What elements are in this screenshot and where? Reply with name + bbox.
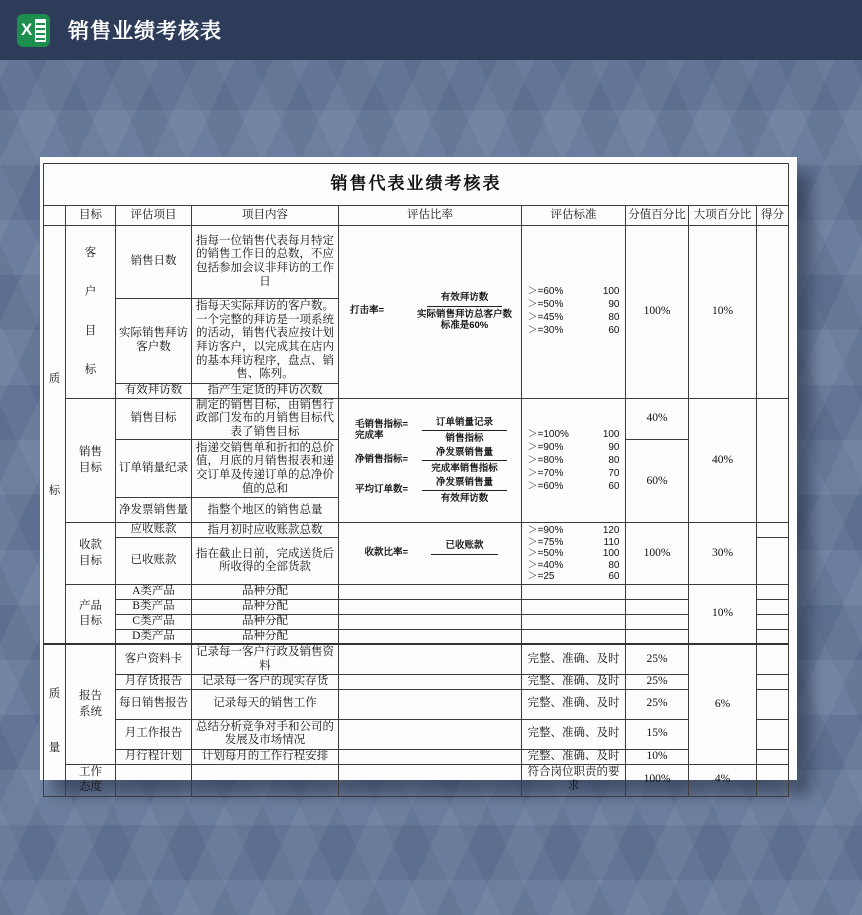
group-top-label: 质标 <box>48 372 61 497</box>
criteria-row <box>524 429 624 441</box>
table-row <box>44 600 789 615</box>
table-title-row <box>44 164 789 206</box>
cell-major-pct: 10% <box>689 226 757 399</box>
cell-standard: 完整、准确、及时 <box>522 674 626 689</box>
criteria-threshold: ＞=70% <box>527 467 564 479</box>
cell-desc: 品种分配 <box>192 600 339 615</box>
table-row <box>44 226 789 299</box>
cell-standard-s2 <box>522 398 626 523</box>
cell-score <box>757 226 789 399</box>
table-row <box>44 614 789 629</box>
criteria-row <box>524 442 624 454</box>
goal-customer <box>66 226 116 399</box>
cell-score-pct: 25% <box>626 674 689 689</box>
cell-desc: 总结分析竞争对手和公司的发展及市场情况 <box>192 719 339 749</box>
header-standard: 评估标准 <box>522 206 626 226</box>
cell-score <box>757 644 789 674</box>
goal-sales <box>66 398 116 523</box>
header-item: 评估项目 <box>116 206 192 226</box>
header-ratio: 评估比率 <box>339 206 522 226</box>
cell-score-pct: 25% <box>626 644 689 674</box>
formula-label: 收款比率= <box>364 547 409 559</box>
cell-item: B类产品 <box>116 600 192 615</box>
criteria-threshold: ＞=90% <box>527 525 564 537</box>
criteria-score: 100 <box>602 548 620 560</box>
criteria-row <box>524 325 624 337</box>
header-goal: 目标 <box>66 206 116 226</box>
criteria-row <box>524 525 624 537</box>
cell-score-pct <box>626 585 689 600</box>
cell-desc: 记录每天的销售工作 <box>192 689 339 719</box>
table-row <box>44 585 789 600</box>
cell-score-pct: 10% <box>626 749 689 764</box>
cell-item: C类产品 <box>116 614 192 629</box>
cell-item-empty <box>116 764 192 796</box>
cell-score <box>757 538 789 585</box>
fraction-numerator: 有效拜访数 <box>427 292 503 306</box>
fraction-numerator: 已收账款 <box>431 540 497 554</box>
formula-label-line1: 毛销售指标= <box>354 418 409 430</box>
header-blank <box>44 206 66 226</box>
cell-standard: 完整、准确、及时 <box>522 719 626 749</box>
fraction-denominator: 完成率销售指标 <box>431 463 498 475</box>
fraction-numerator: 净发票销售量 <box>422 447 507 461</box>
criteria-score: 80 <box>608 454 620 466</box>
avg-order-formula <box>340 477 520 505</box>
formula-label: 净销售指标= <box>354 454 409 466</box>
formula-label <box>353 420 419 442</box>
cell-ratio-empty <box>339 674 522 689</box>
table-row <box>44 764 789 796</box>
criteria-threshold: ＞=60% <box>527 286 564 298</box>
cell-standard-empty <box>522 600 626 615</box>
cell-score <box>757 689 789 719</box>
fraction-numerator: 净发票销售量 <box>422 477 507 491</box>
cell-item: 净发票销售量 <box>116 498 192 523</box>
cell-ratio-s1 <box>339 226 522 399</box>
cell-major-pct: 10% <box>689 585 757 645</box>
cell-ratio-empty <box>339 614 522 629</box>
cell-ratio-empty <box>339 749 522 764</box>
cell-item: 已收账款 <box>116 538 192 585</box>
excel-icon-letter: X <box>21 20 33 39</box>
cell-score-pct: 100% <box>626 523 689 585</box>
goal-product <box>66 585 116 645</box>
cell-ratio-s3 <box>339 523 522 585</box>
criteria-score: 60 <box>608 480 620 492</box>
criteria-threshold: ＞=50% <box>527 299 564 311</box>
cell-score <box>757 674 789 689</box>
table-row <box>44 719 789 749</box>
cell-item: 月工作报告 <box>116 719 192 749</box>
header-major-pct: 大项百分比 <box>689 206 757 226</box>
header-score: 得分 <box>757 206 789 226</box>
cell-desc: 指每一位销售代表每月特定的销售工作日的总数，不应包括参加会议非拜访的工作日 <box>192 226 339 299</box>
fraction-numerator: 订单销量记录 <box>422 417 507 431</box>
cell-standard-empty <box>522 614 626 629</box>
cell-desc: 品种分配 <box>192 614 339 629</box>
cell-item: D类产品 <box>116 629 192 644</box>
table-row <box>44 644 789 674</box>
cell-ratio-empty <box>339 689 522 719</box>
cell-item: A类产品 <box>116 585 192 600</box>
table-title: 销售代表业绩考核表 <box>44 164 789 206</box>
cell-standard: 符合岗位职责的要求 <box>522 764 626 796</box>
cell-desc: 制定的销售目标，由销售行政部门发布的月销售目标代表了销售目标 <box>192 398 339 440</box>
cell-ratio-s2 <box>339 398 522 523</box>
criteria-threshold: ＞=75% <box>527 536 564 548</box>
excel-icon <box>17 14 50 47</box>
cell-score-pct: 60% <box>626 440 689 523</box>
cell-major-pct: 4% <box>689 764 757 796</box>
cell-major-pct: 40% <box>689 398 757 523</box>
group-bottom-cell <box>44 644 66 796</box>
fraction <box>422 417 507 445</box>
criteria-score: 90 <box>608 299 620 311</box>
cell-score-pct <box>626 600 689 615</box>
cell-item: 销售日数 <box>116 226 192 299</box>
cell-score <box>757 600 789 615</box>
criteria-score: 120 <box>602 525 620 537</box>
net-sales-formula <box>340 447 520 475</box>
criteria-threshold: ＞=100% <box>527 428 569 440</box>
goal-collection-label: 收款目标 <box>78 539 102 567</box>
header-row <box>44 206 789 226</box>
cell-score <box>757 629 789 644</box>
criteria-score: 80 <box>608 312 620 324</box>
cell-desc: 指整个地区的销售总量 <box>192 498 339 523</box>
assessment-table <box>43 163 789 797</box>
cell-score-pct: 100% <box>626 764 689 796</box>
fraction <box>417 292 512 331</box>
cell-desc: 指产生定货的拜访次数 <box>192 384 339 399</box>
criteria-threshold: ＞=40% <box>527 559 564 571</box>
cell-score-pct: 100% <box>626 226 689 399</box>
cell-item: 有效拜访数 <box>116 384 192 399</box>
group-top-cell <box>44 226 66 645</box>
criteria-score: 60 <box>608 571 620 583</box>
goal-attitude <box>66 764 116 796</box>
criteria-score: 110 <box>603 536 620 548</box>
header-score-pct: 分值百分比 <box>626 206 689 226</box>
cell-score-pct <box>626 614 689 629</box>
formula-label: 平均订单数= <box>354 483 409 495</box>
cell-score <box>757 719 789 749</box>
criteria-row <box>524 455 624 467</box>
app-title-bar <box>0 0 862 60</box>
cell-standard: 完整、准确、及时 <box>522 689 626 719</box>
cell-score <box>757 749 789 764</box>
cell-desc: 品种分配 <box>192 585 339 600</box>
cell-major-pct: 30% <box>689 523 757 585</box>
cell-ratio-empty <box>339 719 522 749</box>
criteria-row <box>524 571 624 583</box>
cell-item: 月行程计划 <box>116 749 192 764</box>
criteria-threshold: ＞=90% <box>527 441 564 453</box>
cell-desc: 指月初时应收账款总数 <box>192 523 339 538</box>
cell-major-pct: 6% <box>689 644 757 764</box>
criteria-score: 100 <box>602 428 620 440</box>
cell-item: 订单销量纪录 <box>116 440 192 498</box>
cell-standard: 完整、准确、及时 <box>522 644 626 674</box>
cell-score <box>757 614 789 629</box>
cell-desc: 计划每月的工作行程安排 <box>192 749 339 764</box>
cell-score <box>757 764 789 796</box>
cell-ratio-empty <box>339 644 522 674</box>
goal-report-label: 报告系统 <box>78 690 102 718</box>
goal-product-label: 产品目标 <box>78 599 102 628</box>
criteria-threshold: ＞=80% <box>527 454 564 466</box>
criteria-row <box>524 548 624 560</box>
cell-desc: 指每天实际拜访的客户数。一个完整的拜访是一项系统的活动，销售代表应按计划拜访客户，以完成其在店内的基本拜访程序，盘点、销售、陈列。 <box>192 299 339 384</box>
cell-ratio-empty <box>339 585 522 600</box>
criteria-threshold: ＞=25 <box>527 571 555 583</box>
gross-sales-formula <box>340 417 520 445</box>
fraction <box>431 540 497 567</box>
collection-rate-formula <box>340 540 520 567</box>
cell-item: 应收账款 <box>116 523 192 538</box>
app-title: 销售业绩考核表 <box>68 20 222 43</box>
cell-score <box>757 523 789 538</box>
cell-item: 月存货报告 <box>116 674 192 689</box>
cell-standard-s1 <box>522 226 626 399</box>
cell-ratio-empty <box>339 600 522 615</box>
table-row <box>44 523 789 538</box>
criteria-row <box>524 468 624 480</box>
cell-desc: 指递交销售单和折扣的总价值，月底的月销售报表和递交订单及传递订单的总净价值的总和 <box>192 440 339 498</box>
header-content: 项目内容 <box>192 206 339 226</box>
cell-score-pct: 15% <box>626 719 689 749</box>
goal-collection <box>66 523 116 585</box>
cell-desc: 品种分配 <box>192 629 339 644</box>
table-row <box>44 674 789 689</box>
criteria-threshold: ＞=60% <box>527 480 564 492</box>
fraction <box>422 477 507 505</box>
criteria-threshold: ＞=50% <box>527 548 564 560</box>
cell-item: 销售目标 <box>116 398 192 440</box>
criteria-row <box>524 286 624 298</box>
worksheet-page <box>40 157 797 794</box>
criteria-row <box>524 299 624 311</box>
criteria-score: 70 <box>608 467 620 479</box>
table-row <box>44 749 789 764</box>
cell-score-pct: 25% <box>626 689 689 719</box>
cell-desc: 指在截止日前，完成送货后所收得的全部货款 <box>192 538 339 585</box>
criteria-score: 90 <box>608 441 620 453</box>
criteria-score: 80 <box>608 559 620 571</box>
goal-sales-label: 销售目标 <box>78 446 102 474</box>
cell-standard-empty <box>522 585 626 600</box>
formula-label-line2: 完成率 <box>354 429 384 441</box>
cell-standard-s3 <box>522 523 626 585</box>
fraction-denominator: 有效拜访数 <box>440 492 489 504</box>
goal-report <box>66 644 116 764</box>
fraction-note: 标准是60% <box>440 320 489 332</box>
criteria-row <box>524 560 624 572</box>
criteria-row <box>524 481 624 493</box>
fraction-denominator: 实际销售拜访总客户数 <box>416 308 512 320</box>
cell-standard: 完整、准确、及时 <box>522 749 626 764</box>
table-row <box>44 629 789 644</box>
cell-ratio-empty <box>339 629 522 644</box>
cell-ratio-empty <box>339 764 522 796</box>
table-row <box>44 689 789 719</box>
cell-desc: 记录每一客户行政及销售资料 <box>192 644 339 674</box>
cell-item: 客户资料卡 <box>116 644 192 674</box>
cell-score-pct: 40% <box>626 398 689 440</box>
criteria-row <box>524 312 624 324</box>
fraction-denominator: 销售指标 <box>445 433 484 445</box>
cell-item: 每日销售报告 <box>116 689 192 719</box>
criteria-score: 60 <box>608 325 620 337</box>
criteria-threshold: ＞=45% <box>527 312 564 324</box>
formula-label: 打击率= <box>349 305 385 317</box>
cell-score-pct <box>626 629 689 644</box>
criteria-score: 100 <box>602 286 620 298</box>
goal-customer-label: 客户目标 <box>84 246 97 376</box>
cell-score <box>757 398 789 523</box>
goal-attitude-label: 工作态度 <box>78 765 102 794</box>
cell-score <box>757 585 789 600</box>
excel-sheet-glyph <box>35 19 46 42</box>
cell-item: 实际销售拜访客户数 <box>116 299 192 384</box>
cell-standard-empty <box>522 629 626 644</box>
cell-desc: 记录每一客户的现实存货 <box>192 674 339 689</box>
criteria-threshold: ＞=30% <box>527 325 564 337</box>
fraction <box>422 447 507 475</box>
table-row <box>44 398 789 440</box>
group-bottom-label: 质量 <box>48 687 61 754</box>
cell-desc-empty <box>192 764 339 796</box>
hit-rate-formula <box>340 292 520 331</box>
criteria-row <box>524 537 624 549</box>
